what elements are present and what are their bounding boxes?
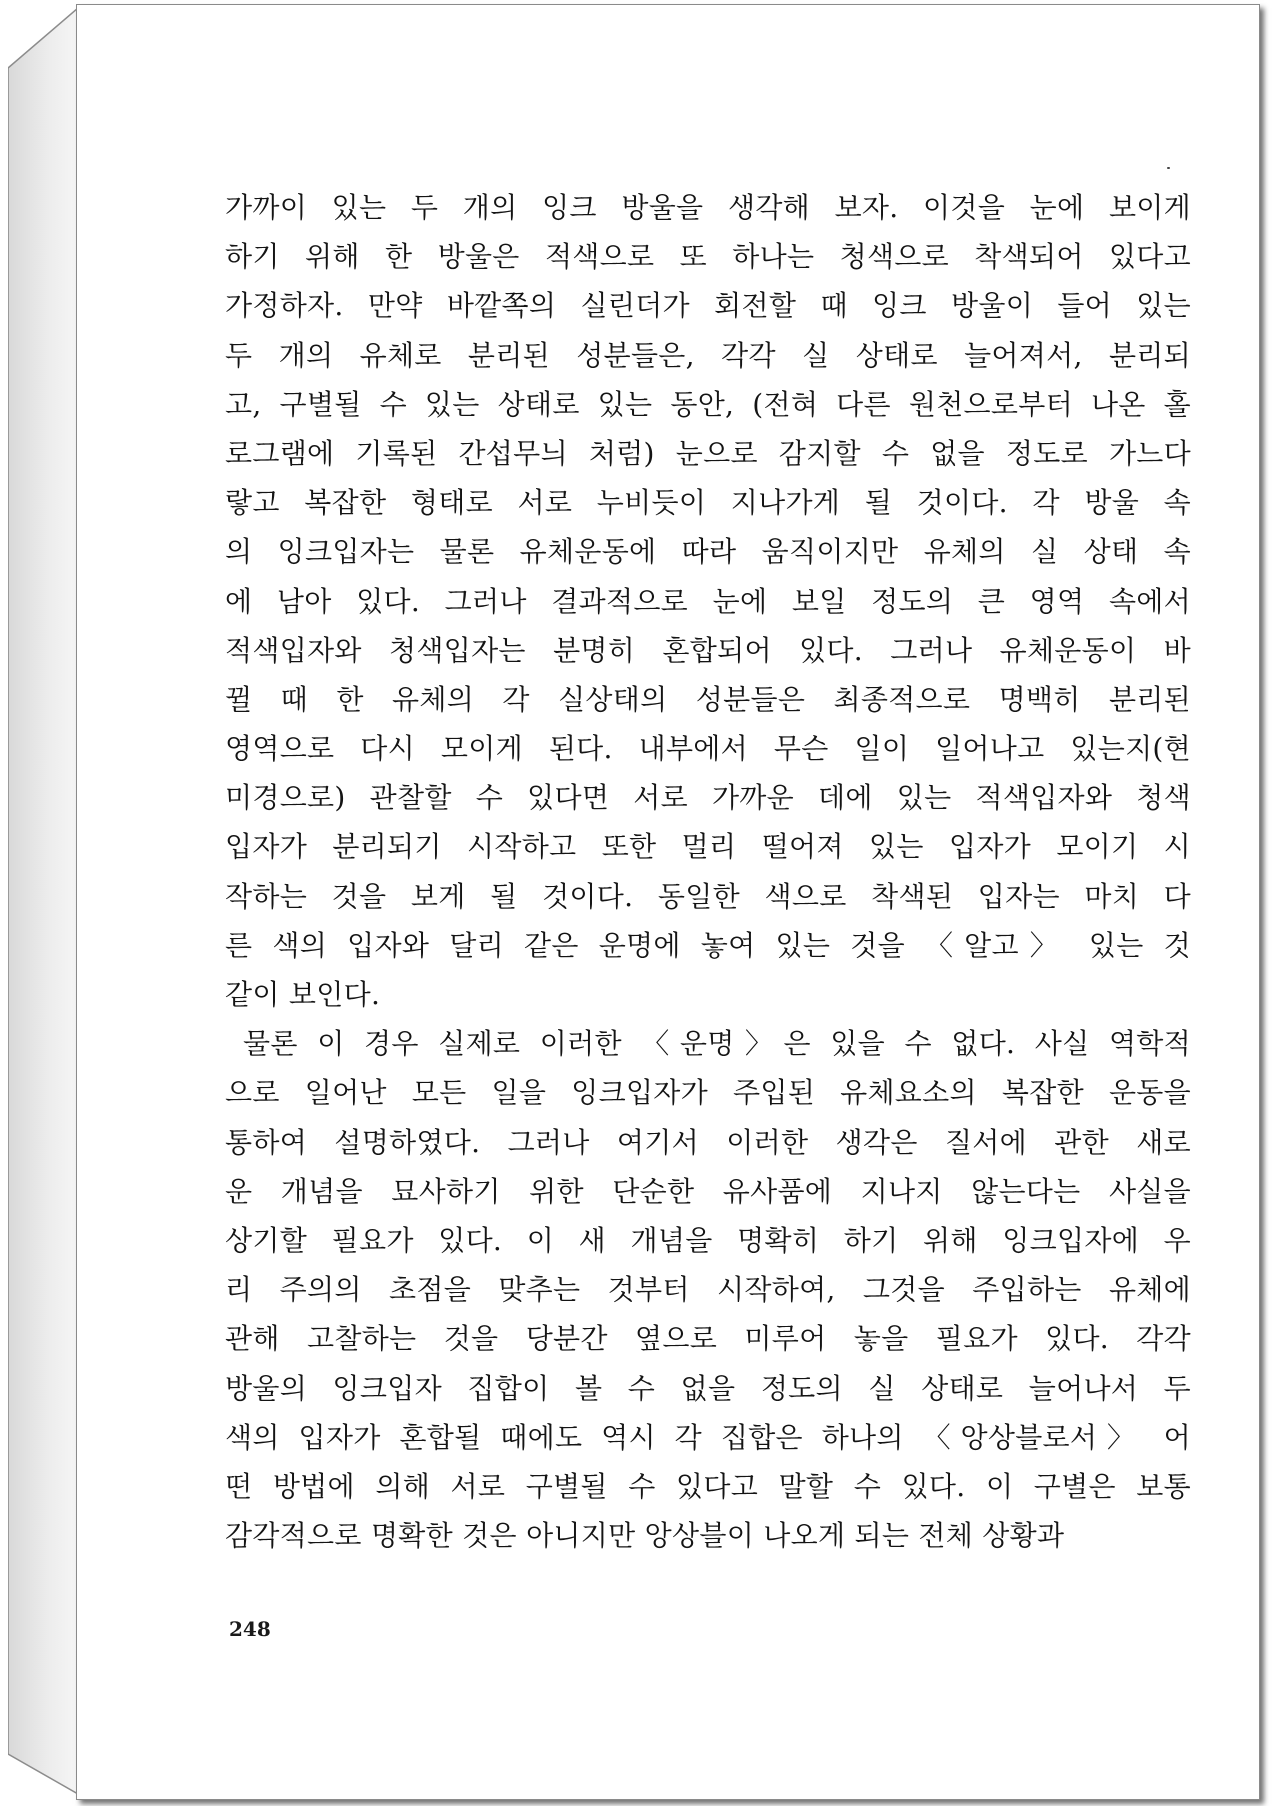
text-line: 미경으로) 관찰할 수 있다면 서로 가까운 데에 있는 적색입자와 청색 [225, 781, 1191, 815]
book-page [76, 4, 1260, 1800]
scan-speck [1167, 167, 1170, 169]
text-line: 로그램에 기록된 간섭무늬 처럼) 눈으로 감지할 수 없을 정도로 가느다 [225, 436, 1191, 470]
text-line: 작하는 것을 보게 될 것이다. 동일한 색으로 착색된 입자는 마치 다 [225, 879, 1191, 913]
text-line: 방울의 잉크입자 집합이 볼 수 없을 정도의 실 상태로 늘어나서 두 [225, 1371, 1191, 1405]
text-line: 에 남아 있다. 그러나 결과적으로 눈에 보일 정도의 큰 영역 속에서 [225, 584, 1191, 618]
book-spine [8, 8, 79, 1794]
paragraph [225, 1019, 1191, 1560]
text-line: 관해 고찰하는 것을 당분간 옆으로 미루어 놓을 필요가 있다. 각각 [225, 1322, 1191, 1356]
text-line: 고, 구별될 수 있는 상태로 있는 동안, (전혀 다른 원천으로부터 나온 홀 [225, 387, 1191, 421]
text-line: 운 개념을 묘사하기 위한 단순한 유사품에 지나지 않는다는 사실을 [225, 1174, 1191, 1208]
page-number: 248 [229, 1617, 271, 1641]
text-line: 영역으로 다시 모이게 된다. 내부에서 무슨 일이 일어나고 있는지(현 [225, 732, 1191, 766]
text-line: 랗고 복잡한 형태로 서로 누비듯이 지나가게 될 것이다. 각 방울 속 [225, 486, 1191, 520]
text-line: 감각적으로 명확한 것은 아니지만 앙상블이 나오게 되는 전체 상황과 [225, 1519, 1065, 1553]
text-line: 상기할 필요가 있다. 이 새 개념을 명확히 하기 위해 잉크입자에 우 [225, 1223, 1191, 1257]
text-line: 같이 보인다. [225, 978, 381, 1011]
text-line: 리 주의의 초점을 맞추는 것부터 시작하여, 그것을 주입하는 유체에 [225, 1273, 1191, 1307]
text-line: 가까이 있는 두 개의 잉크 방울을 생각해 보자. 이것을 눈에 보이게 [225, 191, 1191, 224]
paragraph [225, 183, 1191, 1019]
text-line: 떤 방법에 의해 서로 구별될 수 있다고 말할 수 있다. 이 구별은 보통 [225, 1469, 1191, 1503]
text-line: 른 색의 입자와 달리 같은 운명에 놓여 있는 것을 〈알고〉 있는 것 [225, 928, 1191, 962]
text-line: 으로 일어난 모든 일을 잉크입자가 주입된 유체요소의 복잡한 운동을 [225, 1076, 1191, 1110]
text-line: 의 잉크입자는 물론 유체운동에 따라 움직이지만 유체의 실 상태 속 [225, 535, 1191, 569]
text-line: 두 개의 유체로 분리된 성분들은, 각각 실 상태로 늘어져서, 분리되 [225, 338, 1191, 372]
text-line: 색의 입자가 혼합될 때에도 역시 각 집합은 하나의 〈앙상블로서〉 어 [225, 1420, 1191, 1454]
text-line: 입자가 분리되기 시작하고 또한 멀리 떨어져 있는 입자가 모이기 시 [225, 830, 1191, 864]
body-text [225, 183, 1191, 1560]
text-line: 통하여 설명하였다. 그러나 여기서 이러한 생각은 질서에 관한 새로 [225, 1125, 1191, 1159]
text-line: 가정하자. 만약 바깥쪽의 실린더가 회전할 때 잉크 방울이 들어 있는 [225, 289, 1191, 323]
text-line: 뀔 때 한 유체의 각 실상태의 성분들은 최종적으로 명백히 분리된 [225, 682, 1191, 716]
text-line: 하기 위해 한 방울은 적색으로 또 하나는 청색으로 착색되어 있다고 [225, 240, 1191, 274]
text-line: 적색입자와 청색입자는 분명히 혼합되어 있다. 그러나 유체운동이 바 [225, 633, 1191, 667]
text-line: 물론 이 경우 실제로 이러한 〈운명〉은 있을 수 없다. 사실 역학적 [243, 1027, 1191, 1061]
